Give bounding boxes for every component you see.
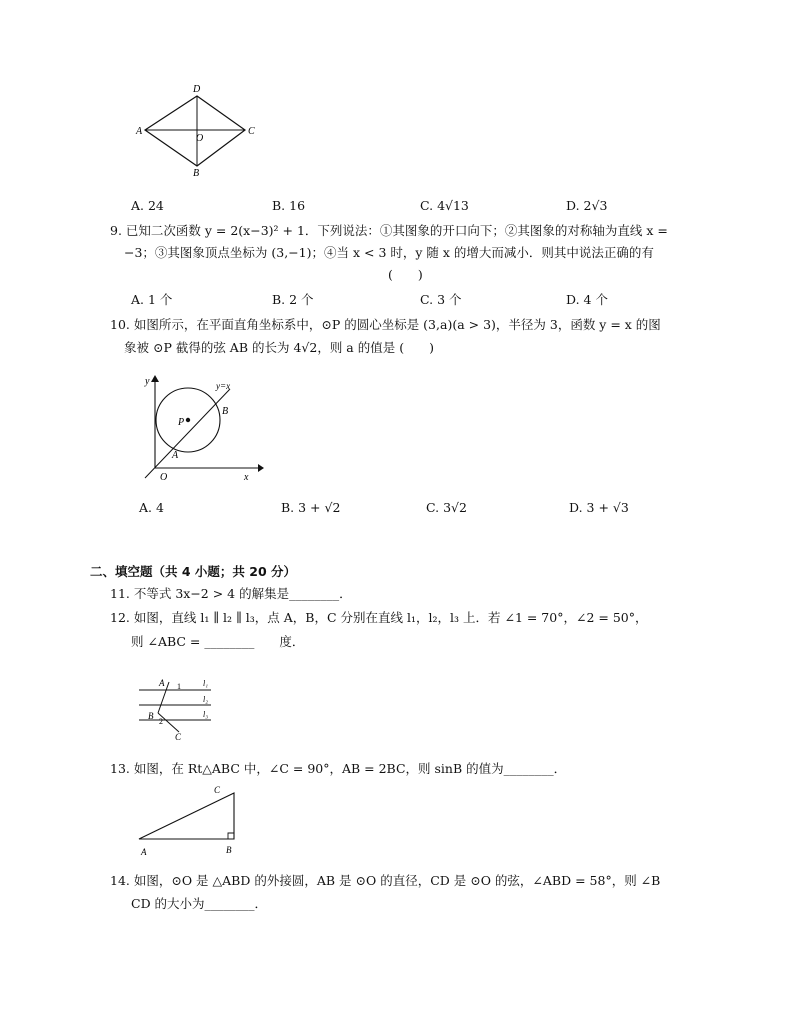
q12-stem-line2: 则 ∠ABC = ________ 度．	[131, 634, 305, 649]
label-a: A	[141, 847, 147, 857]
label-b: B	[148, 711, 154, 721]
q9-stem-line2: −3；③其图象顶点坐标为 (3,−1)；④当 x < 3 时，y 随 x 的增大而减小．则其中说法正确的有	[124, 245, 654, 260]
q10-stem-line2: 象被 ⊙P 截得的弦 AB 的长为 4√2，则 a 的值是 ( )	[124, 340, 434, 355]
section-2-title: 二、填空题（共 4 小题；共 20 分）	[90, 564, 297, 579]
label-d: D	[193, 84, 201, 95]
q9-option-a[interactable]: A. 1 个	[131, 292, 173, 307]
q9-answer-bracket: ( )	[388, 267, 423, 282]
q8-option-c[interactable]: C. 4√13	[420, 198, 469, 213]
label-angle-2: 2	[159, 717, 163, 726]
label-a: A	[136, 126, 143, 137]
q8-option-d[interactable]: D. 2√3	[566, 198, 608, 213]
q10-stem-line1: 10. 如图所示，在平面直角坐标系中，⊙P 的圆心坐标是 (3,a)(a > 3)，半径为 3，函数 y = x 的图	[110, 317, 661, 332]
rhombus-figure	[130, 80, 270, 180]
label-a: A	[159, 678, 165, 688]
label-o: O	[196, 133, 204, 144]
line-label: y=x	[216, 381, 231, 391]
label-o: O	[160, 472, 168, 483]
q13-text: 13. 如图，在 Rt△ABC 中，∠C = 90°，AB = 2BC，则 sinB 的值为________．	[110, 761, 567, 776]
q9-option-d[interactable]: D. 4 个	[566, 292, 608, 307]
label-angle-1: 1	[177, 682, 181, 691]
q10-option-c[interactable]: C. 3√2	[426, 500, 467, 515]
q14-stem-line2: CD 的大小为________．	[131, 896, 268, 911]
label-l1: l₁	[203, 679, 209, 688]
q9-stem-line1: 9. 已知二次函数 y = 2(x−3)² + 1．下列说法：①其图象的开口向下；②其图象的对称轴为直线 x =	[110, 223, 668, 238]
label-b: B	[193, 168, 200, 179]
q10-option-b[interactable]: B. 3 + √2	[281, 500, 341, 515]
label-l2: l₂	[203, 695, 209, 704]
coordinate-circle-figure	[140, 372, 265, 484]
label-b: B	[226, 845, 232, 855]
label-c: C	[175, 732, 182, 742]
right-triangle-figure	[135, 780, 245, 860]
q9-option-b[interactable]: B. 2 个	[272, 292, 314, 307]
q9-option-c[interactable]: C. 3 个	[420, 292, 462, 307]
q10-option-d[interactable]: D. 3 + √3	[569, 500, 629, 515]
q14-stem-line1: 14. 如图，⊙O 是 △ABD 的外接圆，AB 是 ⊙O 的直径，CD 是 ⊙O 的弦，∠ABD = 58°，则 ∠B	[110, 873, 661, 888]
parallel-lines-figure	[135, 674, 217, 742]
q10-option-a[interactable]: A. 4	[139, 500, 164, 515]
axis-y-label: y	[145, 376, 150, 387]
q8-option-a[interactable]: A. 24	[131, 198, 164, 213]
q11-text: 11. 不等式 3x−2 > 4 的解集是________．	[110, 586, 352, 601]
label-c: C	[248, 126, 255, 137]
label-l3: l₃	[203, 710, 209, 719]
q8-option-b[interactable]: B. 16	[272, 198, 306, 213]
axis-x-label: x	[244, 472, 249, 483]
label-b: B	[222, 406, 229, 417]
q12-stem-line1: 12. 如图，直线 l₁ ∥ l₂ ∥ l₃，点 A，B，C 分别在直线 l₁，l₂，l₃ 上．若 ∠1 = 70°，∠2 = 50°，	[110, 610, 648, 625]
label-c: C	[214, 785, 221, 795]
label-p: P	[178, 417, 185, 428]
label-a: A	[172, 450, 179, 461]
